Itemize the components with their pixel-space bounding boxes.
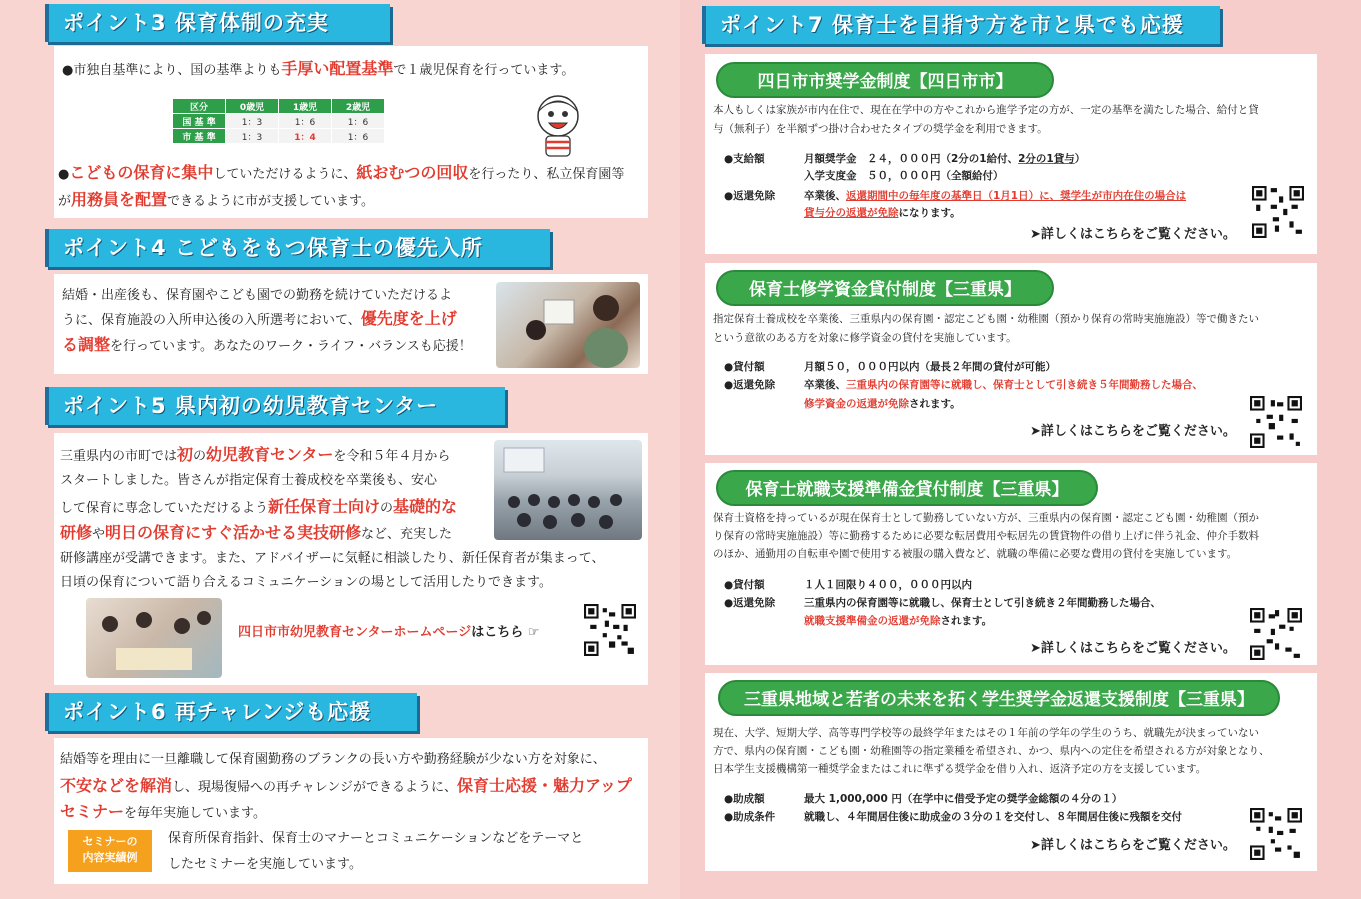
point6-line1: 結婚等を理由に一旦離職して保育園勤務のブランクの長い方や勤務経験が少ない方を対象に、 — [60, 752, 606, 767]
qr-code-icon[interactable] — [1250, 808, 1302, 860]
table-row: 国 基 準 1：3 1：6 1：6 — [173, 114, 385, 129]
s1-val1b: 入学支度金 ５０，０００円（全額給付） — [804, 170, 1004, 182]
s3-val1: １人１回限り４００，０００円以内 — [804, 579, 972, 591]
teacher-child-photo — [496, 282, 640, 368]
point4-line2: うに、保育施設の入所申込後の入所選考において、優先度を上げ — [62, 309, 457, 328]
staffing-ratio-table — [172, 98, 385, 144]
point4-banner: ポイント4 こどもをもつ保育士の優先入所 — [45, 229, 550, 267]
training-seminar-photo — [494, 440, 642, 540]
point3-line1: ●市独自基準により、国の基準よりも手厚い配置基準で１歳児保育を行っています。 — [62, 59, 575, 78]
workshop-photo — [86, 598, 222, 678]
seminar-desc-line2: したセミナーを実施しています。 — [168, 857, 362, 872]
point6-line3: セミナーを毎年実施しています。 — [60, 802, 266, 821]
s3-desc2: り保育の常時実施施設）等に勤務するために必要な転居費用や転居先の賃貸物件の借り上げに伴う礼金、仲介手数料 — [713, 530, 1259, 542]
table-header: 2歳児 — [332, 99, 385, 114]
point5-line1: 三重県内の市町では初の幼児教育センターを令和５年４月から — [60, 445, 451, 464]
s4-val1: 最大 1,000,000 円（在学中に借受予定の奨学金総額の４分の１） — [804, 793, 1123, 805]
s4-key2: ●助成条件 — [724, 811, 776, 823]
mie-shugaku-loan-title: 保育士修学資金貸付制度【三重県】 — [716, 270, 1054, 306]
qr-code-icon[interactable] — [1252, 186, 1304, 238]
point7-banner: ポイント7 保育士を目指す方を市と県でも応援 — [702, 6, 1220, 44]
s3-val2: 三重県内の保育園等に就職し、保育士として引き続き２年間勤務した場合、 — [804, 597, 1161, 609]
point4-line1: 結婚・出産後も、保育園やこども園での勤務を続けていただけるよ — [62, 288, 453, 303]
point5-line5: 研修講座が受講できます。また、アドバイザーに気軽に相談したり、新任保育者が集まって、 — [60, 551, 605, 566]
seminar-desc-line1: 保育所保育指針、保育士のマナーとコミュニケーションなどをテーマと — [168, 831, 584, 846]
s4-desc3: 日本学生支援機構第一種奨学金またはこれに準ずる奨学金を借り入れ、返済予定の方を支援しています。 — [713, 763, 1207, 775]
s1-val1: 月額奨学金 ２４，０００円（2分の1給付、2分の1貸与） — [804, 153, 1086, 165]
point6-banner: ポイント6 再チャレンジも応援 — [45, 693, 417, 731]
s1-val2: 卒業後、返還期間中の毎年度の基準日（1月1日）に、奨学生が市内在住の場合は — [804, 190, 1187, 202]
s2-val2b: 修学資金の返還が免除されます。 — [804, 398, 961, 410]
point5-banner: ポイント5 県内初の幼児教育センター — [45, 387, 505, 425]
seminar-example-badge: セミナーの 内容実績例 — [68, 830, 152, 872]
s2-desc1: 指定保育士養成校を卒業後、三重県内の保育園・認定こども園・幼稚園（預かり保育の常時実施施設）等で働きたい — [713, 313, 1259, 325]
s1-key1: ●支給額 — [724, 153, 765, 165]
s3-key1: ●貸付額 — [724, 579, 765, 591]
s3-key2: ●返還免除 — [724, 597, 776, 609]
s2-key1: ●貸付額 — [724, 361, 765, 373]
s2-val1: 月額５０，０００円以内（最長２年間の貸付が可能） — [804, 361, 1056, 373]
point3-line2: ●こどもの保育に集中していただけるように、紙おむつの回収を行ったり、私立保育園等 — [58, 163, 625, 182]
s3-more-link[interactable]: ➤詳しくはこちらをご覧ください。 — [1030, 641, 1236, 656]
s4-key1: ●助成額 — [724, 793, 765, 805]
mascot-illustration — [530, 92, 586, 160]
s1-more-link[interactable]: ➤詳しくはこちらをご覧ください。 — [1030, 227, 1236, 242]
s3-val2b: 就職支援準備金の返還が免除されます。 — [804, 615, 993, 627]
point5-line4: 研修や明日の保育にすぐ活かせる実技研修など、充実した — [60, 523, 453, 542]
table-header: 1歳児 — [279, 99, 332, 114]
point5-line2: スタートしました。皆さんが指定保育士養成校を卒業後も、安心 — [60, 473, 438, 488]
s1-desc2: 与（無利子）を半額ずつ掛け合わせたタイプの奨学金を利用できます。 — [713, 123, 1048, 135]
s2-more-link[interactable]: ➤詳しくはこちらをご覧ください。 — [1030, 424, 1236, 439]
s4-desc1: 現在、大学、短期大学、高等専門学校等の最終学年またはその１年前の学年の学生のうち、就職先が決まっていない — [713, 727, 1259, 739]
qr-code-icon[interactable] — [1250, 608, 1302, 660]
qr-code-icon[interactable] — [1250, 396, 1302, 448]
s2-val2: 卒業後、三重県内の保育園等に就職し、保育士として引き続き５年間勤務した場合、 — [804, 379, 1203, 391]
yokkaichi-scholarship-title: 四日市市奨学金制度【四日市市】 — [716, 62, 1054, 98]
table-header: 区分 — [173, 99, 226, 114]
point5-line6: 日頃の保育について語り合えるコミュニケーションの場として活用したりできます。 — [60, 575, 552, 590]
mie-student-repayment-title: 三重県地域と若者の未来を拓く学生奨学金返還支援制度【三重県】 — [718, 680, 1280, 716]
point3-banner: ポイント3 保育体制の充実 — [45, 4, 390, 42]
s3-desc3: のほか、通勤用の自転車や園で使用する被服の購入費など、就職の準備に必要な費用の貸付を実施しています。 — [713, 548, 1238, 560]
table-row: 市 基 準 1：3 1：4 1：6 — [173, 129, 385, 144]
point6-line2: 不安などを解消し、現場復帰への再チャレンジができるように、保育士応援・魅力アップ — [60, 776, 632, 795]
s1-desc1: 本人もしくは家族が市内在住で、現在在学中の方やこれから進学予定の方が、一定の基準を満たした場合、給付と貸 — [713, 104, 1259, 116]
table-header: 0歳児 — [226, 99, 279, 114]
s1-val2b: 貸与分の返還が免除になります。 — [804, 207, 961, 219]
s4-more-link[interactable]: ➤詳しくはこちらをご覧ください。 — [1030, 838, 1236, 853]
s2-key2: ●返還免除 — [724, 379, 776, 391]
youji-center-link[interactable]: 四日市市幼児教育センターホームページはこちら ☞ — [238, 625, 540, 640]
s4-desc2: 方で、県内の保育園・こども園・幼稚園等の指定業種を希望され、かつ、県内への定住を希望される方が対象となり、 — [713, 745, 1270, 757]
s1-key2: ●返還免除 — [724, 190, 776, 202]
qr-code-icon[interactable] — [584, 604, 636, 656]
s2-desc2: という意欲のある方を対象に修学資金の貸付を実施しています。 — [713, 332, 1017, 344]
point4-line3: る調整を行っています。あなたのワーク・ライフ・バランスも応援！ — [62, 335, 472, 354]
point3-line3: が用務員を配置できるように市が支援しています。 — [58, 190, 374, 209]
point5-line3: して保育に専念していただけるよう新任保育士向けの基礎的な — [60, 497, 458, 516]
mie-job-support-loan-title: 保育士就職支援準備金貸付制度【三重県】 — [716, 470, 1098, 506]
s4-val2: 就職し、４年間居住後に助成金の３分の１を交付し、８年間居住後に残額を交付 — [804, 811, 1182, 823]
s3-desc1: 保育士資格を持っているが現在保育士として勤務していない方が、三重県内の保育園・認定こども園・幼稚園（預か — [713, 512, 1259, 524]
